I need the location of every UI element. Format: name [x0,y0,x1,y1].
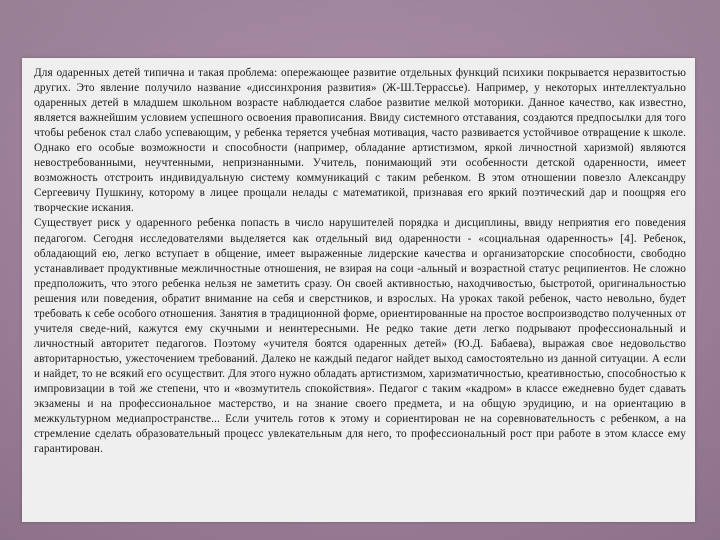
paragraph-2: Существует риск у одаренного ребенка попасть в число нарушителей порядка и дисциплины, ввиду неприятия его поведения педагогом. Сегодня исследователями выделяется как отдельный вид одаренности - «социальная одаренность» [4]. Ребенок, обладающий ею, легко вступает в общение, имеет выраженные лидерские качества и организаторские способности, свободно устанавливает продуктивные межличностные отношения, не взирая на соци -альный и возрастной статус реципиентов. Не сложно предположить, что этого ребенка нельзя не заметить сразу. Он своей активностью, находчивостью, быстротой, оригинальностью решения или поведения, обратит внимание на себя и сверстников, и взрослых. На уроках такой ребенок, часто невольно, будет требовать к себе особого отношения. Занятия в традиционной форме, ориентированные на простое воспроизводство полученных от учителя сведе-ний, кажутся ему скучными и неинтересными. Не редко такие дети легко подрывают профессиональный и личностный авторитет педагогов. Поэтому «учителя боятся одаренных детей» (Ю.Д. Бабаева), выражая свое недовольство авторитарностью, ужесточением требований. Далеко не каждый педагог найдет выход самостоятельно из данной ситуации. А если и найдет, то не всякий его осуществит. Для этого нужно обладать артистизмом, харизматичностью, креативностью, способностью к импровизации в той же степени, что и «возмутитель спокойствия». Педагог с таким «кадром» в классе ежедневно будет сдавать экзамены и на профессиональное мастерство, и на знание своего предмета, и на общую эрудицию, и на ориентацию в межкультурном медиапространстве... Если учитель готов к этому и сориентирован не на соревновательность с ребенком, а на стремление сделать образовательный процесс увлекательным для него, то профессиональный рост при работе в этом классе ему гарантирован. [34,217,686,456]
body-text [34,66,686,457]
paragraph-1: Для одаренных детей типична и такая проблема: опережающее развитие отдельных функций психики покрывается неразвитостью других. Это явление получило название «диссинхрония развития» (Ж-Ш.Террассье). Например, у некоторых интеллектуально одаренных детей в младшем школьном возрасте наблюдается слабое развитие мелкой моторики. Данное качество, как известно, является важнейшим условием успешного освоения правописания. Ввиду системного отставания, создаются предпосылки для того чтобы ребенок стал слабо успевающим, у ребенка теряется учебная мотивация, часто развивается устойчивое отвращение к школе. Однако его особые возможности и способности (например, обладание артистизмом, яркой личностной харизмой) являются невостребованными, неучтенными, непризнанными. Учитель, понимающий эти особенности детской одаренности, имеет возможность отстроить индивидуальную систему коммуникаций с таким ребенком. В этом отношении повезло Александру Сергеевичу Пушкину, которому в лицее прощали нелады с математикой, признавая его яркий поэтический дар и поощряя его творческие искания. [34,67,686,215]
